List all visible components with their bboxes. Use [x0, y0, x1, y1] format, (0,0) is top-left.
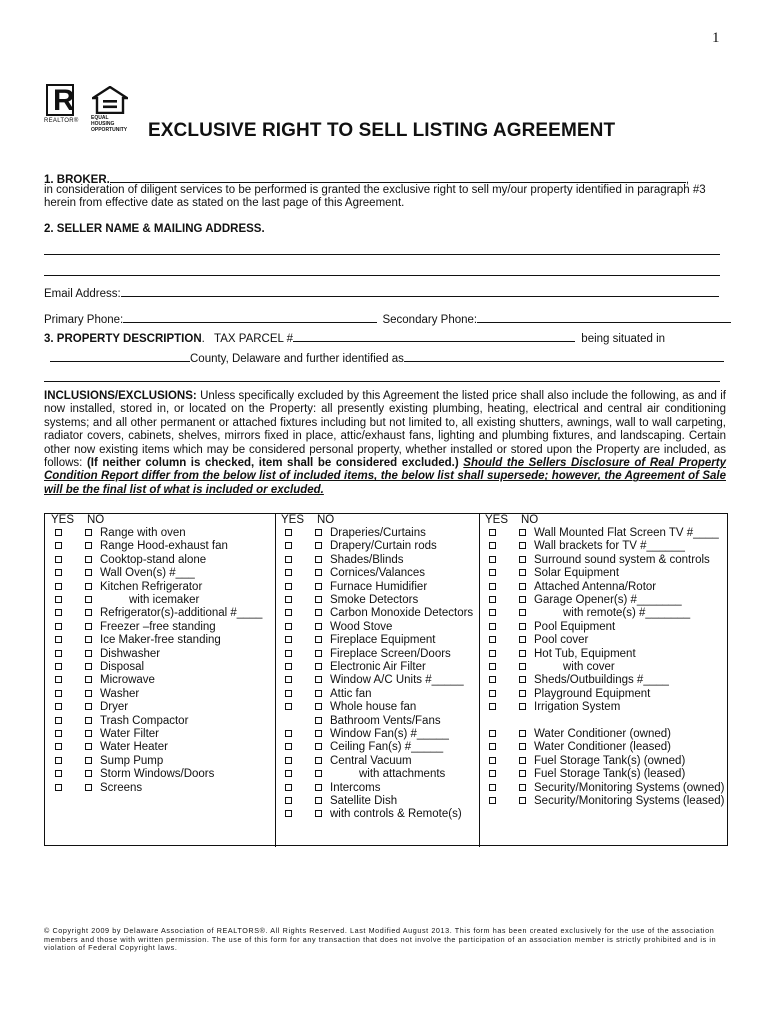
checklist-item-label: Fireplace Equipment [330, 634, 436, 647]
checklist-row [45, 728, 275, 741]
checklist-row [45, 554, 275, 567]
yes-checkbox[interactable] [489, 650, 496, 657]
yes-checkbox[interactable] [285, 757, 292, 764]
seller-name-field[interactable] [44, 254, 720, 255]
no-checkbox[interactable] [519, 770, 526, 777]
page-number: 1 [712, 30, 720, 46]
primary-phone-field[interactable] [123, 311, 377, 323]
checklist-item-label: Garage Opener(s) #_______ [534, 594, 682, 606]
yes-checkbox[interactable] [285, 770, 292, 777]
no-checkbox[interactable] [315, 784, 322, 791]
no-header: NO [87, 514, 105, 526]
no-checkbox[interactable] [315, 529, 322, 536]
no-checkbox[interactable] [315, 690, 322, 697]
checklist-item-label: Range with oven [100, 527, 186, 539]
yes-header: YES [281, 514, 305, 526]
yes-checkbox[interactable] [55, 757, 62, 764]
yes-checkbox[interactable] [285, 676, 292, 683]
no-checkbox[interactable] [519, 797, 526, 804]
yes-checkbox[interactable] [55, 717, 62, 724]
checklist-item-label: Sheds/Outbuildings #____ [534, 674, 669, 687]
checklist-row [479, 567, 729, 580]
checklist-row [45, 634, 275, 647]
yes-checkbox[interactable] [285, 784, 292, 791]
primary-phone-label: Primary Phone: [44, 314, 124, 326]
checklist-row [479, 768, 729, 781]
checklist-item-label: Fuel Storage Tank(s) (owned) [534, 754, 686, 767]
checklist-row [275, 728, 479, 741]
checklist-row [45, 648, 275, 661]
checklist-item-label: Refrigerator(s)-additional #____ [100, 607, 263, 620]
yes-checkbox[interactable] [55, 730, 62, 737]
no-checkbox[interactable] [85, 676, 92, 683]
inclusions-emphasis: Should the Sellers Disclosure of Real Property Condition Report differ from the below list of included items, the below list shall supersede; however, the Agreement of Sale will be the final list of what is included or excluded. [44, 457, 727, 496]
checklist-row [275, 554, 479, 567]
checklist-row [45, 607, 275, 620]
no-checkbox[interactable] [315, 650, 322, 657]
no-header: NO [521, 514, 539, 526]
yes-checkbox[interactable] [489, 609, 496, 616]
checklist-row [45, 701, 275, 714]
checklist-row [275, 661, 479, 674]
county-field[interactable] [50, 350, 190, 362]
property-line: 3. PROPERTY DESCRIPTION. TAX PARCEL # being situated in [44, 330, 665, 345]
no-checkbox[interactable] [315, 743, 322, 750]
no-checkbox[interactable] [85, 609, 92, 616]
yes-checkbox[interactable] [55, 529, 62, 536]
checklist-item-label: Fireplace Screen/Doors [330, 647, 451, 660]
yes-checkbox[interactable] [285, 583, 292, 590]
no-checkbox[interactable] [315, 569, 322, 576]
yes-checkbox[interactable] [55, 703, 62, 710]
checklist-row [275, 581, 479, 594]
checklist-item-label: Pool cover [534, 634, 589, 647]
yes-checkbox[interactable] [285, 650, 292, 657]
no-checkbox[interactable] [85, 636, 92, 643]
checklist-item-label: Ice Maker-free standing [100, 634, 221, 647]
checklist-row [45, 567, 275, 580]
no-checkbox[interactable] [315, 797, 322, 804]
email-line [44, 285, 719, 300]
checklist-row [275, 594, 479, 607]
checklist-item-label: Water Conditioner (leased) [534, 741, 671, 754]
checklist-row [275, 808, 479, 821]
checklist-item-label: Ceiling Fan(s) #_____ [330, 741, 444, 754]
property-label: 3. PROPERTY DESCRIPTION [44, 333, 202, 345]
checklist-item-label: Screens [100, 781, 143, 794]
yes-checkbox[interactable] [55, 623, 62, 630]
checklist-item-label: Intercoms [330, 781, 381, 794]
yes-checkbox[interactable] [489, 730, 496, 737]
no-checkbox[interactable] [85, 703, 92, 710]
checklist-item-label: Draperies/Curtains [330, 527, 426, 539]
checklist-item-label: Attic fan [330, 687, 372, 700]
inclusions-checklist [44, 513, 728, 846]
no-checkbox[interactable] [85, 743, 92, 750]
inclusions-label: INCLUSIONS/EXCLUSIONS: [44, 390, 197, 402]
checklist-row [45, 755, 275, 768]
no-checkbox[interactable] [315, 636, 322, 643]
checklist-row [479, 741, 729, 754]
checklist-row [479, 674, 729, 687]
secondary-phone-label: Secondary Phone: [382, 314, 478, 326]
phone-line [44, 311, 731, 326]
no-checkbox[interactable] [315, 583, 322, 590]
yes-checkbox[interactable] [55, 690, 62, 697]
yes-checkbox[interactable] [55, 583, 62, 590]
checklist-row [275, 795, 479, 808]
checklist-item-label: Microwave [100, 674, 155, 687]
checklist-row [45, 661, 275, 674]
yes-checkbox[interactable] [285, 810, 292, 817]
yes-checkbox[interactable] [55, 650, 62, 657]
inclusions-note: (If neither column is checked, item shall be considered excluded.) [86, 457, 459, 470]
yes-checkbox[interactable] [285, 636, 292, 643]
seller-heading [44, 223, 265, 235]
yes-checkbox[interactable] [285, 542, 292, 549]
checklist-row [479, 554, 729, 567]
checklist-row [479, 594, 729, 607]
yes-checkbox[interactable] [55, 542, 62, 549]
no-checkbox[interactable] [85, 784, 92, 791]
yes-checkbox[interactable] [285, 730, 292, 737]
no-checkbox[interactable] [85, 663, 92, 670]
checklist-item-label: Cornices/Valances [330, 567, 426, 580]
yes-checkbox[interactable] [489, 636, 496, 643]
yes-checkbox[interactable] [489, 743, 496, 750]
no-checkbox[interactable] [315, 609, 322, 616]
checklist-row [479, 728, 729, 741]
checklist-item-label: Window Fan(s) #_____ [330, 728, 449, 740]
yes-checkbox[interactable] [489, 784, 496, 791]
checklist-row [479, 795, 729, 808]
checklist-item-label: Storm Windows/Doors [100, 768, 215, 781]
checklist-item-label: with icemaker [129, 594, 200, 606]
checklist-item-label: Wall brackets for TV #______ [534, 540, 685, 553]
checklist-item-label: Solar Equipment [534, 567, 620, 580]
yes-checkbox[interactable] [489, 770, 496, 777]
no-checkbox[interactable] [519, 650, 526, 657]
yes-checkbox[interactable] [489, 556, 496, 563]
email-label: Email Address: [44, 288, 121, 300]
checklist-item-label: Irrigation System [534, 701, 621, 714]
copyright-footer: © Copyright 2009 by Delaware Association of REALTORS®. All Rights Reserved. Last Modified August 2013. This form has been created exclusively for the use of the association members and those with written permission. The use of this form for any transaction that does not involve the participation of an association member is strictly prohibited and is in violation of Federal Copyright laws. [44, 926, 717, 953]
no-checkbox[interactable] [85, 556, 92, 563]
checklist-item-label: Disposal [100, 661, 145, 673]
yes-checkbox[interactable] [55, 676, 62, 683]
broker-line: 1. BROKER. , [44, 171, 689, 186]
checklist-row [45, 581, 275, 594]
no-checkbox[interactable] [85, 542, 92, 549]
checklist-row [275, 768, 479, 781]
checklist-item-label: Washer [100, 687, 140, 700]
no-checkbox[interactable] [85, 757, 92, 764]
checklist-item-label: Freezer –free standing [100, 620, 216, 633]
yes-checkbox[interactable] [55, 596, 62, 603]
checklist-item-label: Carbon Monoxide Detectors [330, 607, 474, 620]
checklist-item-label: Hot Tub, Equipment [534, 647, 636, 660]
yes-checkbox[interactable] [285, 609, 292, 616]
no-checkbox[interactable] [519, 743, 526, 750]
yes-checkbox[interactable] [285, 663, 292, 670]
seller-address-field[interactable] [44, 275, 720, 276]
no-checkbox[interactable] [519, 784, 526, 791]
checklist-item-label: Furnace Humidifier [330, 580, 428, 593]
checklist-item-label: Wall Mounted Flat Screen TV #____ [534, 527, 719, 539]
no-checkbox[interactable] [315, 623, 322, 630]
yes-checkbox[interactable] [285, 690, 292, 697]
no-checkbox[interactable] [519, 636, 526, 643]
checklist-item-label: Trash Compactor [100, 714, 189, 727]
checklist-item-label: Window A/C Units #_____ [330, 674, 464, 687]
no-checkbox[interactable] [315, 596, 322, 603]
property-extra-field[interactable] [44, 381, 720, 382]
no-checkbox[interactable] [315, 676, 322, 683]
yes-checkbox[interactable] [55, 663, 62, 670]
yes-checkbox[interactable] [489, 690, 496, 697]
checklist-item-label: Security/Monitoring Systems (owned) [534, 781, 725, 794]
checklist-item-label: Central Vacuum [330, 754, 412, 767]
no-checkbox[interactable] [85, 569, 92, 576]
yes-checkbox[interactable] [489, 703, 496, 710]
page-title: EXCLUSIVE RIGHT TO SELL LISTING AGREEMENT [148, 120, 616, 141]
yes-checkbox[interactable] [285, 797, 292, 804]
no-checkbox[interactable] [519, 730, 526, 737]
checklist-item-label: Playground Equipment [534, 687, 651, 700]
property-identified-field[interactable] [404, 350, 724, 362]
no-checkbox[interactable] [519, 556, 526, 563]
checklist-row [275, 621, 479, 634]
yes-checkbox[interactable] [285, 743, 292, 750]
yes-header: YES [51, 514, 75, 526]
no-checkbox[interactable] [519, 690, 526, 697]
checklist-item-label: Fuel Storage Tank(s) (leased) [534, 768, 686, 781]
checklist-row [45, 674, 275, 687]
yes-checkbox[interactable] [55, 636, 62, 643]
yes-checkbox[interactable] [285, 623, 292, 630]
yes-checkbox[interactable] [489, 663, 496, 670]
no-checkbox[interactable] [85, 650, 92, 657]
checklist-item-label: Sump Pump [100, 754, 164, 767]
checklist-row [275, 701, 479, 714]
checklist-row [479, 634, 729, 647]
no-checkbox[interactable] [85, 583, 92, 590]
no-checkbox[interactable] [519, 703, 526, 710]
tax-parcel-label: TAX PARCEL # [214, 333, 294, 345]
checklist-item-label: Security/Monitoring Systems (leased) [534, 795, 725, 807]
no-checkbox[interactable] [519, 583, 526, 590]
situated-label: being situated in [581, 333, 666, 345]
logos [44, 84, 134, 133]
checklist-row [45, 621, 275, 634]
checklist-row [479, 648, 729, 661]
checklist-item-label: Water Filter [100, 728, 159, 740]
yes-checkbox[interactable] [489, 596, 496, 603]
no-checkbox[interactable] [315, 730, 322, 737]
checklist-row [45, 741, 275, 754]
checklist-item-label: Cooktop-stand alone [100, 553, 207, 566]
checklist-row [479, 581, 729, 594]
checklist-row [479, 688, 729, 701]
yes-checkbox[interactable] [489, 623, 496, 630]
no-checkbox[interactable] [85, 730, 92, 737]
yes-checkbox[interactable] [489, 583, 496, 590]
checklist-row [275, 540, 479, 553]
checklist-item-label: Pool Equipment [534, 620, 616, 633]
no-checkbox[interactable] [315, 757, 322, 764]
no-checkbox[interactable] [315, 717, 322, 724]
checklist-item-label: Whole house fan [330, 701, 417, 714]
yes-checkbox[interactable] [55, 770, 62, 777]
no-checkbox[interactable] [315, 663, 322, 670]
no-checkbox[interactable] [85, 529, 92, 536]
checklist-item-label: Wood Stove [330, 620, 393, 633]
yes-checkbox[interactable] [489, 529, 496, 536]
checklist-item-label: Drapery/Curtain rods [330, 540, 437, 553]
checklist-item-label: Water Heater [100, 741, 168, 754]
realtor-caption: REALTOR® [44, 118, 79, 124]
no-checkbox[interactable] [519, 596, 526, 603]
checklist-row [45, 715, 275, 728]
checklist-row [275, 674, 479, 687]
checklist-item-label: with controls & Remote(s) [330, 808, 462, 821]
checklist-row [45, 688, 275, 701]
realtor-logo-icon: R [46, 84, 74, 116]
checklist-row [275, 607, 479, 620]
no-checkbox[interactable] [519, 529, 526, 536]
yes-checkbox[interactable] [489, 569, 496, 576]
yes-header: YES [485, 514, 509, 526]
seller-label: 2. SELLER NAME & MAILING ADDRESS. [44, 223, 265, 235]
yes-checkbox[interactable] [55, 569, 62, 576]
checklist-item-label: Kitchen Refrigerator [100, 580, 203, 593]
no-header: NO [317, 514, 335, 526]
no-checkbox[interactable] [519, 623, 526, 630]
checklist-row [479, 782, 729, 795]
checklist-item-label: Water Conditioner (owned) [534, 728, 671, 740]
yes-checkbox[interactable] [285, 596, 292, 603]
broker-text: in consideration of diligent services to be performed is granted the exclusive right to sell my/our property identified in paragraph #3 herein from effective date as stated on the last page of this Agreement. [44, 184, 706, 210]
checklist-row [479, 621, 729, 634]
no-checkbox[interactable] [519, 542, 526, 549]
housing-caption: EQUAL HOUSING OPPORTUNITY [91, 115, 128, 133]
checklist-row [275, 715, 479, 728]
checklist-row [45, 540, 275, 553]
no-checkbox[interactable] [85, 770, 92, 777]
yes-checkbox[interactable] [285, 569, 292, 576]
checklist-item-label: Bathroom Vents/Fans [330, 714, 441, 727]
no-checkbox[interactable] [315, 556, 322, 563]
checklist-row [479, 607, 729, 620]
broker-field[interactable] [110, 171, 686, 183]
no-checkbox[interactable] [519, 757, 526, 764]
yes-checkbox[interactable] [55, 743, 62, 750]
checklist-row [275, 755, 479, 768]
checklist-item-label: Dryer [100, 701, 129, 714]
checklist-row [479, 701, 729, 714]
inclusions-text: INCLUSIONS/EXCLUSIONS: Unless specifically excluded by this Agreement the listed price shall also include the following, as and if now installed, stored in, or located on the Property: all presently existing plumbing, heating, electrical and central air conditioning systems; and all other permanent or attached fixtures including but not limited to, all existing shutters, awnings, wall to wall carpeting, radiator covers, cabinets, shelves, mirrors fixed in place, attic/exhaust fans, lighting and plumbing fixtures, and landscaping. Certain other now existing items which may be considered personal property, whether installed or stored upon the Property are included, as follows: (If neither column is checked, item shall be considered excluded.) Should the Sellers Disclosure of Real Property Condition Report differ from the below list of included items, the below list shall supersede; however, the Agreement of Sale will be the final list of what is included or excluded. [44, 390, 727, 496]
no-checkbox[interactable] [519, 676, 526, 683]
yes-checkbox[interactable] [489, 676, 496, 683]
no-checkbox[interactable] [85, 690, 92, 697]
yes-checkbox[interactable] [285, 703, 292, 710]
yes-checkbox[interactable] [55, 556, 62, 563]
checklist-item-label: with cover [563, 661, 615, 673]
checklist-item-label: Dishwasher [100, 647, 161, 660]
county-label: County, Delaware and further identified as [190, 353, 404, 365]
yes-checkbox[interactable] [489, 757, 496, 764]
checklist-item-label: Attached Antenna/Rotor [534, 580, 657, 593]
no-checkbox[interactable] [85, 623, 92, 630]
checklist-row [479, 540, 729, 553]
checklist-row [479, 527, 729, 540]
no-checkbox[interactable] [315, 770, 322, 777]
checklist-row [275, 648, 479, 661]
checklist-item-label: Electronic Air Filter [330, 661, 426, 673]
broker-label: 1. BROKER. [44, 174, 110, 186]
county-line [50, 350, 724, 365]
checklist-item-label: Surround sound system & controls [534, 553, 710, 566]
checklist-item-label: with attachments [359, 768, 446, 781]
checklist-row [275, 688, 479, 701]
checklist-row [45, 527, 275, 540]
checklist-item-label: Smoke Detectors [330, 594, 419, 606]
no-checkbox[interactable] [315, 810, 322, 817]
no-checkbox[interactable] [85, 596, 92, 603]
yes-checkbox[interactable] [55, 609, 62, 616]
checklist-item-label: Range Hood-exhaust fan [100, 540, 228, 553]
yes-checkbox[interactable] [285, 556, 292, 563]
email-field[interactable] [121, 285, 719, 297]
equal-housing-icon [92, 86, 128, 114]
no-checkbox[interactable] [315, 703, 322, 710]
checklist-row [479, 661, 729, 674]
tax-parcel-field[interactable] [293, 330, 575, 342]
no-checkbox[interactable] [519, 663, 526, 670]
checklist-row [275, 527, 479, 540]
checklist-item-label: Shades/Blinds [330, 553, 404, 566]
checklist-row [275, 741, 479, 754]
yes-checkbox[interactable] [285, 529, 292, 536]
no-checkbox[interactable] [519, 569, 526, 576]
secondary-phone-field[interactable] [477, 311, 731, 323]
checklist-item-label: Satellite Dish [330, 795, 398, 807]
checklist-row [479, 755, 729, 768]
yes-checkbox[interactable] [489, 542, 496, 549]
checklist-item-label: with remote(s) #_______ [563, 607, 691, 620]
no-checkbox[interactable] [519, 609, 526, 616]
yes-checkbox[interactable] [55, 784, 62, 791]
checklist-row [45, 594, 275, 607]
checklist-row [45, 782, 275, 795]
no-checkbox[interactable] [85, 717, 92, 724]
checklist-row [275, 782, 479, 795]
checklist-row [275, 634, 479, 647]
checklist-row [45, 768, 275, 781]
checklist-item-label: Wall Oven(s) #___ [100, 567, 195, 580]
yes-checkbox[interactable] [489, 797, 496, 804]
no-checkbox[interactable] [315, 542, 322, 549]
checklist-row [275, 567, 479, 580]
